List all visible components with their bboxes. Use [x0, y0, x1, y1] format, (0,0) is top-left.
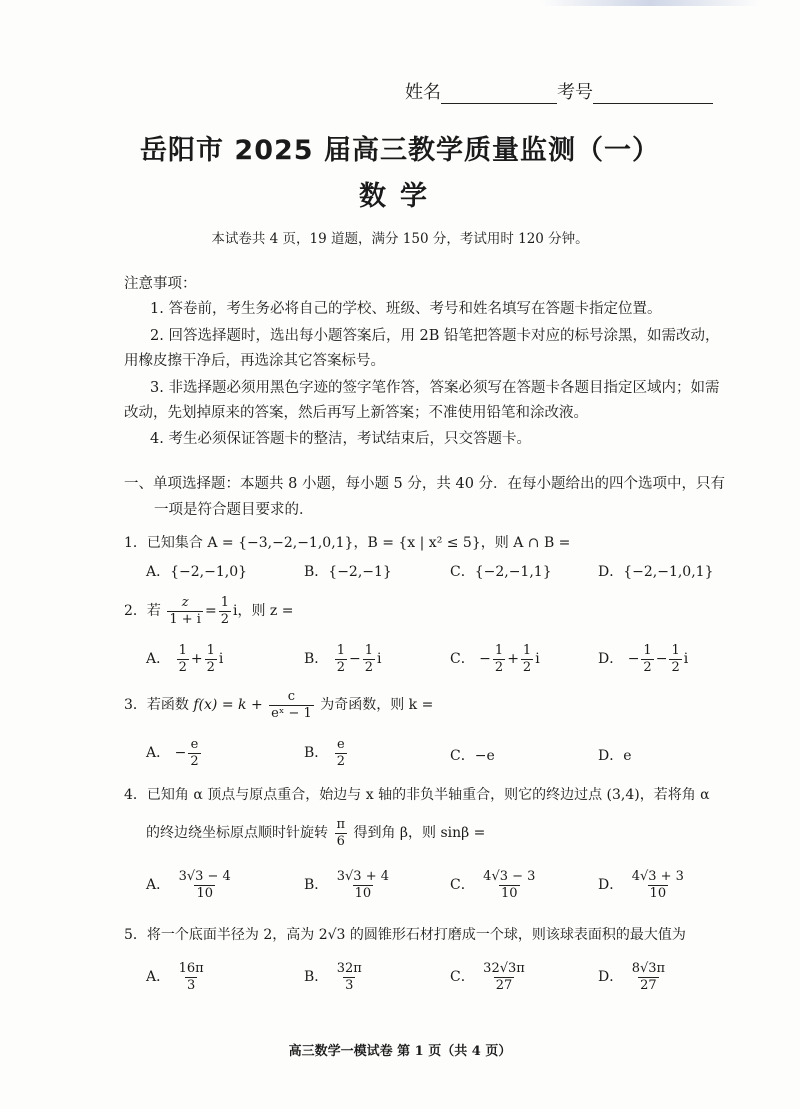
q3-option-d: D．e	[598, 748, 632, 764]
q2-option-d: D． − $\frac{1}{2}$ − $\frac{1}{2}$ i	[598, 643, 689, 675]
subject-title: 数学	[359, 181, 441, 212]
question-2: 2．若 $\frac{z}{1 + i}$ = $\frac{1}{2}$ i，则 z =	[124, 595, 294, 627]
q1-option-a: A．{−2,−1,0}	[146, 564, 248, 580]
q1-option-c: C．{−2,−1,1}	[450, 564, 552, 580]
q5-option-b: B． $\frac{32\pi}{3}$	[304, 961, 362, 993]
q4-option-b: B． $\frac{3√3 + 4}{10}$	[304, 869, 390, 901]
note-3-line-1: 3. 非选择题必须用黑色字迹的签字笔作答，答案必须写在答题卡各题目指定区域内；如需	[150, 380, 720, 396]
section-heading-line-2: 一项是符合题目要求的．	[154, 502, 314, 518]
note-1: 1. 答卷前，考生务必将自己的学校、班级、考号和姓名填写在答题卡指定位置。	[150, 301, 662, 317]
question-1: 1．已知集合 A = {−3,−2,−1,0,1}，B = {x | x² ≤ 5}，则 A ∩ B =	[124, 535, 571, 551]
id-blank	[593, 85, 713, 104]
question-5: 5．将一个底面半径为 2，高为 2√3 的圆锥形石材打磨成一个球，则该球表面积的最大值为	[124, 927, 686, 943]
question-4-line-1: 4．已知角 α 顶点与原点重合，始边与 x 轴的非负半轴重合，则它的终边过点 (3,4)，若将角 α	[124, 787, 710, 803]
q4-option-a: A． $\frac{3√3 - 4}{10}$	[146, 869, 231, 901]
q1-option-d: D．{−2,−1,0,1}	[598, 564, 714, 580]
note-4: 4. 考生必须保证答题卡的整洁，考试结束后，只交答题卡。	[150, 431, 531, 447]
id-label: 考号	[557, 82, 593, 103]
q4-option-c: C． $\frac{4√3 - 3}{10}$	[450, 869, 536, 901]
question-3: 3．若函数 f(x) = k + $\frac{c}{\text{eˣ − 1}}$ 为奇函数，则 k =	[124, 689, 434, 721]
q4-option-d: D． $\frac{4√3 + 3}{10}$	[598, 869, 684, 901]
q5-option-a: A． $\frac{16\pi}{3}$	[146, 961, 204, 993]
q3-option-b: B． $\frac{e}{2}$	[304, 737, 346, 769]
section-heading-line-1: 一、单项选择题：本题共 8 小题，每小题 5 分，共 40 分．在每小题给出的四个选项中，只有	[124, 476, 726, 492]
q1-option-b: B．{−2,−1}	[304, 564, 392, 580]
q2-option-b: B． $\frac{1}{2}$ − $\frac{1}{2}$ i	[304, 643, 382, 675]
exam-title: 岳阳市 2025 届高三教学质量监测（一）	[140, 135, 660, 166]
page-footer: 高三数学一模试卷 第 1 页（共 4 页）	[288, 1044, 512, 1059]
question-4-line-2: 的终边绕坐标原点顺时针旋转 $\frac{\pi}{6}$ 得到角 β，则 sinβ =	[146, 817, 486, 849]
notes-heading: 注意事项：	[124, 276, 197, 292]
q2-option-a: A． $\frac{1}{2}$ + $\frac{1}{2}$ i	[146, 643, 224, 675]
note-3-line-2: 改动，先划掉原来的答案，然后再写上新答案；不准使用铅笔和涂改液。	[124, 405, 588, 421]
name-id-line	[405, 78, 713, 104]
q3-option-c: C．−e	[450, 748, 495, 764]
exam-info: 本试卷共 4 页，19 道题，满分 150 分，考试用时 120 分钟。	[211, 231, 589, 247]
note-2-line-1: 2. 回答选择题时，选出每小题答案后，用 2B 铅笔把答题卡对应的标号涂黑，如需改动，	[150, 328, 720, 344]
q2-option-c: C． − $\frac{1}{2}$ + $\frac{1}{2}$ i	[450, 643, 540, 675]
q3-option-a: A． − $\frac{e}{2}$	[146, 737, 199, 769]
note-2-line-2: 用橡皮擦干净后，再选涂其它答案标号。	[124, 353, 385, 369]
scan-artifact	[540, 0, 760, 6]
q5-option-c: C． $\frac{32√3\pi}{27}$	[450, 961, 525, 993]
name-label: 姓名	[405, 82, 441, 103]
name-blank	[441, 85, 557, 104]
q5-option-d: D． $\frac{8√3\pi}{27}$	[598, 961, 666, 993]
